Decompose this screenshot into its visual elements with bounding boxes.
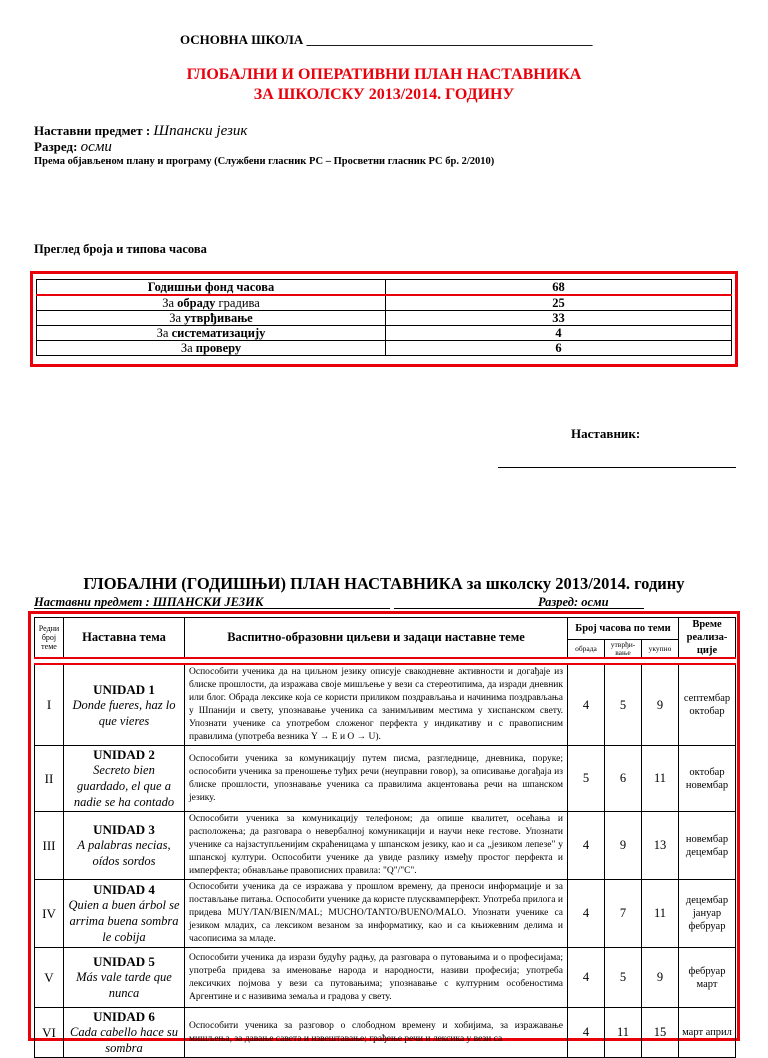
main-title-line2: ЗА ШКОЛСКУ 2013/2014. ГОДИНУ [253, 86, 515, 103]
topic-goals: Оспособити ученика за комуникацију телефоном; да опише квалитет, осећања и расположења; да разговара о невербалној комуникацији и научи неке гестове. Упознати ученике са најзаступљенијим скраћеницама у шпанском језику, као и са „језиком лепезе" у шпанској култури. Оспособити ученике да увиде разлику између простог перфекта и имперфекта; обнављање правописних правила: "Q"/"C". [185, 812, 568, 880]
grade-line [34, 139, 112, 156]
subject-label: Наставни предмет : [34, 123, 151, 138]
unit-subtitle: Cada cabello hace su sombra [70, 1025, 178, 1055]
fund-value: 33 [386, 311, 732, 326]
unit-subtitle: Quien a buen árbol se arrima buena sombra le cobija [68, 898, 180, 944]
unit-title: UNIDAD 1 [93, 681, 155, 697]
unit-title: UNIDAD 2 [93, 747, 155, 762]
plan-row [35, 948, 736, 1008]
topic-cell [64, 948, 185, 1008]
topic-goals: Оспособити ученика да на циљном језику описује свакодневне активности и догађаје из блиске прошлости, да изражава своје мишљење у вези са стереотипима, да изради дневник или блог. Обрада лексике која се користи приликом поздрављања и начинима поздрављања у Шпанији и свету, упознавање ученика са занимљивим местима у хиспанском свету. Упознати ученике са употребом сложеног перфекта у индикативу и с правописним правилима (употреба везника Y → E и O → U). [185, 664, 568, 746]
unit-subtitle: Secreto bien guardado, el que a nadie se ha contado [73, 763, 175, 809]
subject-value: Шпански језик [153, 123, 248, 139]
hours-new: 4 [568, 880, 605, 948]
topic-goals: Оспособити ученика да изрази будућу радњу, да разговара о путовањима и о професијама; употреба придева за именовање народа и народности, називи професија; употреба лексичких појмова у вези са путовањима; упознавање с културним особеностима Аргентине и с називима земаља и градова у свету. [185, 948, 568, 1008]
fund-label [37, 341, 386, 356]
global-subject: Наставни предмет : ШПАНСКИ ЈЕЗИК [34, 595, 264, 609]
hours-total: 9 [642, 948, 679, 1008]
realization-time: септембар октобар [679, 664, 736, 746]
plan-table [34, 617, 736, 1058]
header-hours: Број часова по теми [568, 618, 679, 640]
topic-goals: Оспособити ученика за разговор о слободном времену и хобијима, за изражавање мишљења, за давање савета и извештавање; грађење речи и лексика у вези са [185, 1008, 568, 1058]
plan-row [35, 664, 736, 746]
fund-label-bold: Годишњи фонд часова [147, 280, 275, 294]
global-plan-title: ГЛОБАЛНИ (ГОДИШЊИ) ПЛАН НАСТАВНИКА за школску 2013/2014. годину [83, 574, 685, 593]
fund-row [37, 295, 732, 311]
global-grade: Разред: осми [538, 595, 609, 609]
main-title-line1: ГЛОБАЛНИ И ОПЕРАТИВНИ ПЛАН НАСТАВНИКА [186, 66, 582, 83]
hours-review: 5 [605, 948, 642, 1008]
plan-row [35, 880, 736, 948]
topic-cell [64, 664, 185, 746]
topic-goals: Оспособити ученика за комуникацију путем писма, разгледнице, дневника, поруке; оспособити ученика за преношење туђих речи (неуправни говор), за описивање догађаја из блиске прошлости, упознавање ученика са правилима акцентовања речи на шпанском језику. [185, 746, 568, 812]
unit-subtitle: Más vale tarde que nunca [76, 970, 172, 1000]
topic-number: I [35, 664, 64, 746]
fund-value: 68 [386, 280, 732, 296]
hours-new: 4 [568, 1008, 605, 1058]
header-ordinal: Редни број теме [35, 618, 64, 659]
fund-value: 4 [386, 326, 732, 341]
fund-label [37, 311, 386, 326]
topic-number: IV [35, 880, 64, 948]
subject-line [34, 123, 247, 140]
realization-time: фебруар март [679, 948, 736, 1008]
plan-row [35, 1008, 736, 1058]
global-subject-underline [34, 608, 390, 609]
topic-goals: Оспособити ученика да се изражава у прошлом времену, да преноси информације и за постављање питања. Оспособити ученике да користе плусквамперфект. Употреба прилога и придева MUY/TAN/BIEN/MAL; MUCHO/TANTO/BUENO/MALO. Упознати ученике са језиком младих, са лексиком везаном за информатику, као и са књижевним делима и часописима за младе. [185, 880, 568, 948]
hours-new: 4 [568, 948, 605, 1008]
hours-new: 4 [568, 812, 605, 880]
fund-label-pre: За [162, 296, 178, 310]
fund-table [36, 279, 732, 356]
fund-label-bold: обраду [177, 296, 216, 310]
hours-review: 5 [605, 664, 642, 746]
hours-total: 15 [642, 1008, 679, 1058]
header-hours-new: обрада [568, 640, 605, 658]
header-goals: Васпитно-образовни циљеви и задаци наставне теме [185, 618, 568, 659]
teacher-label: Наставник: [571, 426, 641, 441]
unit-title: UNIDAD 5 [93, 954, 155, 969]
unit-title: UNIDAD 3 [93, 822, 155, 837]
fund-value: 25 [386, 295, 732, 311]
fund-label [37, 326, 386, 341]
unit-subtitle: Donde fueres, haz lo que vieres [72, 697, 176, 728]
unit-title: UNIDAD 4 [93, 882, 155, 897]
fund-label-bold: утврђивање [184, 311, 253, 325]
topic-number: VI [35, 1008, 64, 1058]
fund-row [37, 326, 732, 341]
hours-review: 6 [605, 746, 642, 812]
topic-cell [64, 812, 185, 880]
header-hours-total: укупно [642, 640, 679, 658]
school-line [180, 32, 592, 48]
fund-label-bold: систематизацију [171, 326, 266, 340]
realization-time: октобар новембар [679, 746, 736, 812]
fund-row [37, 341, 732, 356]
fund-label [37, 280, 386, 296]
hours-total: 13 [642, 812, 679, 880]
fund-row [37, 280, 732, 296]
fund-label-bold: проверу [195, 341, 242, 355]
hours-total: 11 [642, 746, 679, 812]
fund-label-pre: За [169, 311, 185, 325]
hours-total: 9 [642, 664, 679, 746]
overview-heading: Преглед броја и типова часова [34, 242, 207, 256]
plan-row [35, 812, 736, 880]
topic-cell [64, 746, 185, 812]
topic-number: III [35, 812, 64, 880]
signature-line [498, 467, 736, 468]
hours-review: 9 [605, 812, 642, 880]
fund-label-post: градива [215, 296, 260, 310]
hours-review: 7 [605, 880, 642, 948]
unit-subtitle: A palabras necias, oídos sordos [77, 838, 171, 868]
school-blank: ____________________________________________ [306, 32, 593, 47]
fund-row [37, 311, 732, 326]
hours-new: 4 [568, 664, 605, 746]
topic-cell [64, 1008, 185, 1058]
topic-number: II [35, 746, 64, 812]
realization-time: март април [679, 1008, 736, 1058]
header-hours-review: утврђи-вање [605, 640, 642, 658]
hours-new: 5 [568, 746, 605, 812]
hours-review: 11 [605, 1008, 642, 1058]
topic-cell [64, 880, 185, 948]
header-topic: Наставна тема [64, 618, 185, 659]
topic-number: V [35, 948, 64, 1008]
header-time: Време реализа-ције [679, 618, 736, 659]
realization-time: новембар децембар [679, 812, 736, 880]
hours-total: 11 [642, 880, 679, 948]
program-reference: Према објављеном плану и програму (Службени гласник РС – Просветни гласник РС бр. 2/2010) [34, 156, 495, 167]
fund-label-pre: За [180, 341, 196, 355]
grade-label: Разред: [34, 139, 78, 154]
grade-value: осми [80, 139, 112, 155]
fund-value: 6 [386, 341, 732, 356]
plan-row [35, 746, 736, 812]
unit-title: UNIDAD 6 [93, 1009, 155, 1024]
fund-label-pre: За [156, 326, 172, 340]
fund-label [37, 295, 386, 311]
realization-time: децембар јануар фебруар [679, 880, 736, 948]
school-label: ОСНОВНА ШКОЛА [180, 32, 304, 47]
